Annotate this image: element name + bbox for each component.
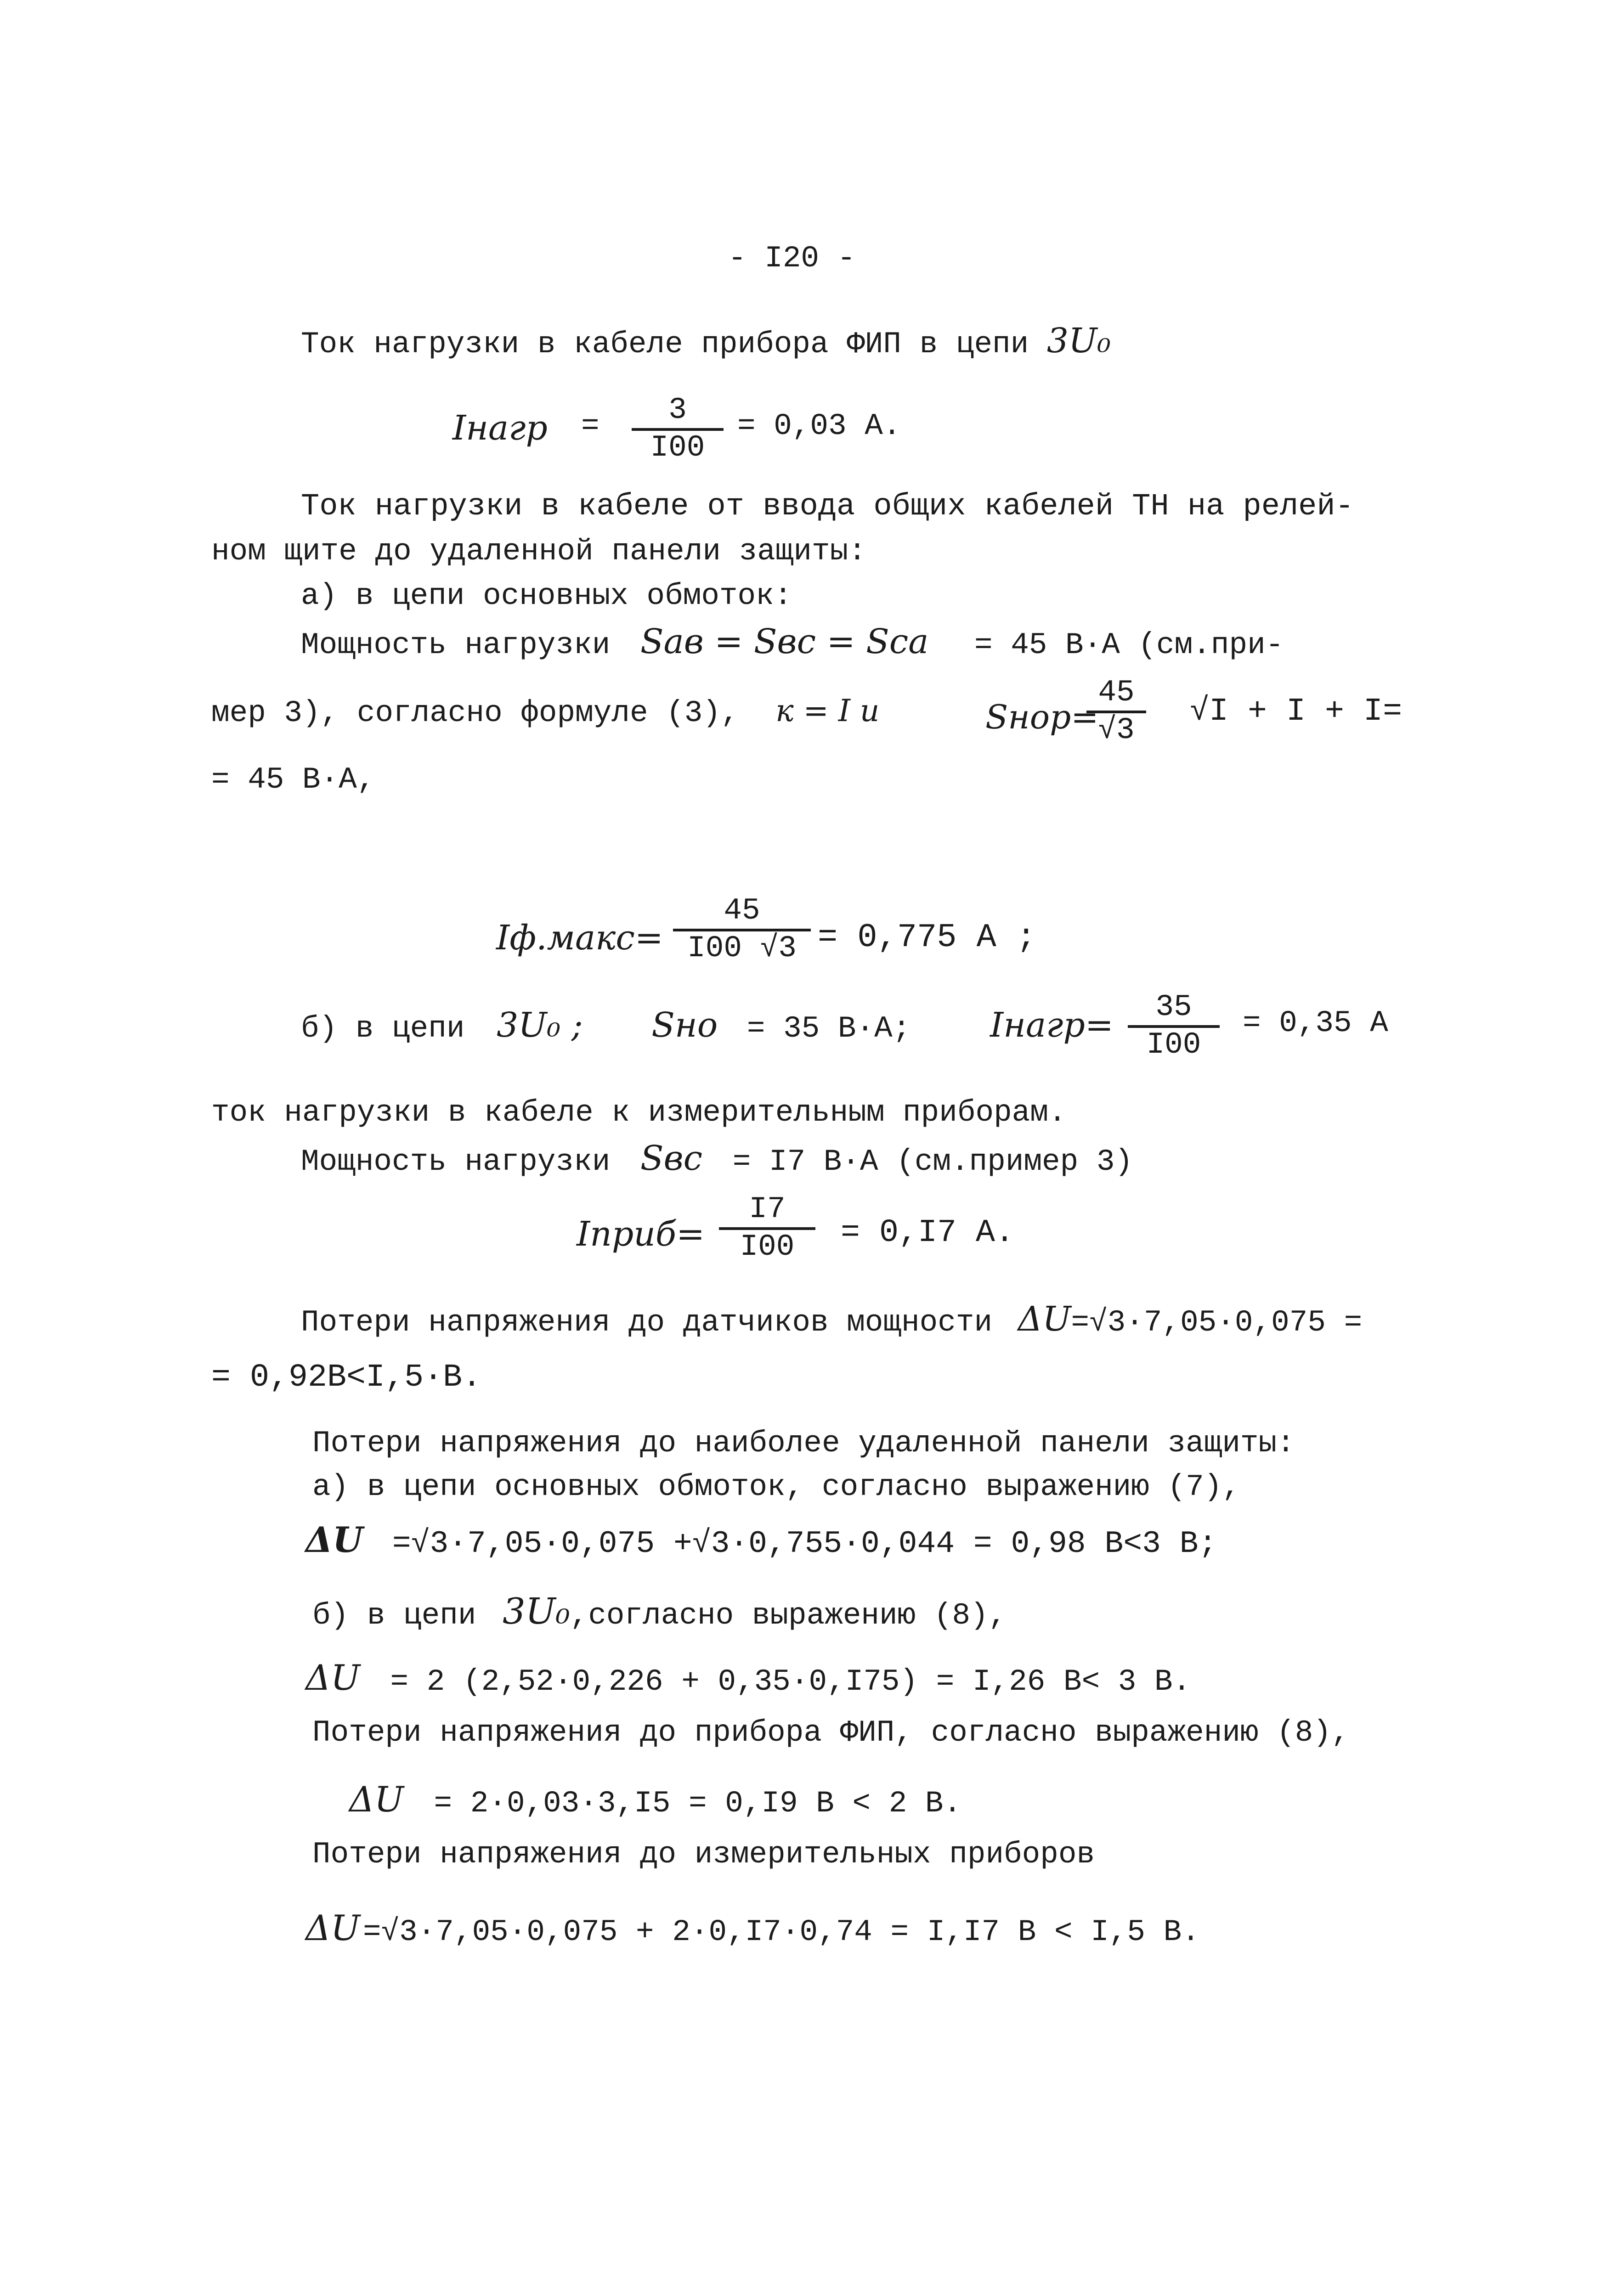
fraction-3-over-100: [632, 395, 724, 463]
power-load-text: Мощность нагрузки: [301, 1145, 611, 1179]
fraction-45-over-100sqrt3: [673, 893, 811, 965]
item-b-expression-8: [312, 1591, 1007, 1633]
voltage-loss-sensors-result: = 0,92В<I,5·В.: [211, 1360, 482, 1396]
formula-reference-line: [211, 693, 880, 730]
power-load-value: = 45 В·А (см.при-: [974, 628, 1284, 662]
voltage-loss-fip: [349, 1779, 962, 1821]
math-3u0: 3U₀: [1046, 321, 1111, 361]
formula-reference-text: мер 3), согласно формуле (3),: [211, 696, 739, 730]
voltage-loss-3u0: [305, 1657, 1191, 1699]
math-s-ab-bc-ca: Saв = Sвс = Sса: [640, 622, 929, 661]
fraction-numerator: 3: [668, 393, 687, 427]
math-k-equals: к = I и: [775, 693, 880, 728]
math-i-nagr-lhs: Iнагр=: [990, 1005, 1114, 1045]
voltage-loss-sensors-line: [301, 1299, 1363, 1340]
math-s-nor: Sнор=: [985, 698, 1099, 736]
item-b-text: б) в цепи: [312, 1598, 476, 1633]
formula-result: = 0,775 А ;: [818, 919, 1036, 956]
formula-i-nagr-lhs: Iнагр: [452, 408, 548, 448]
voltage-loss-instruments: [305, 1907, 1200, 1949]
paragraph-load-current-panel-line2: ном щите до удаленной панели защиты:: [211, 534, 866, 569]
formula-result: = 0,I7 А.: [841, 1215, 1015, 1251]
math-s-no: Sно: [651, 1005, 718, 1045]
item-b-text: б) в цепи: [301, 1011, 465, 1046]
voltage-loss-main-windings: [305, 1519, 1217, 1562]
math-s-bc: Sвс: [640, 1139, 703, 1178]
math-delta-u: ΔU: [305, 1907, 360, 1948]
paragraph-load-current-panel-line1: Ток нагрузки в кабеле от ввода общих кабелей ТН на релей-: [301, 489, 1354, 524]
math-delta-u: ΔU: [349, 1779, 404, 1820]
fraction-17-over-100: [719, 1194, 815, 1262]
fraction-denominator: I00: [740, 1230, 795, 1264]
power-load-instruments-line: [301, 1141, 1133, 1177]
power-load-value: = I7 В·А (см.пример 3): [732, 1145, 1133, 1179]
formula-result: = 0,35 А: [1243, 1006, 1388, 1040]
voltage-loss-panel-heading: Потери напряжения до наиболее удаленной панели защиты:: [312, 1426, 1295, 1461]
power-load-line: [301, 622, 1284, 662]
formula-equals: =: [581, 409, 599, 443]
paragraph-load-current-fip: [301, 321, 1111, 361]
load-current-instruments-text: ток нагрузки в кабеле к измерительным приборам.: [211, 1095, 1067, 1130]
paragraph-text: Ток нагрузки в кабеле прибора ФИП в цепи: [301, 327, 1029, 361]
fraction-numerator: 35: [1155, 990, 1192, 1024]
power-load-text: Мощность нагрузки: [301, 628, 611, 662]
voltage-loss-expression: =√3·7,05·0,075 + 2·0,I7·0,74 = I,I7 В < I,5 В.: [362, 1915, 1200, 1949]
fraction-denominator: I00: [1146, 1027, 1201, 1062]
result-45-va: = 45 В·А,: [211, 762, 375, 797]
fraction-35-over-100: [1128, 992, 1220, 1060]
voltage-loss-expression: = 2·0,03·3,I5 = 0,I9 В < 2 В.: [434, 1786, 962, 1821]
s-no-value: = 35 В·А;: [746, 1011, 911, 1046]
formula-i-phase-max-lhs: Iф.макс=: [496, 918, 663, 958]
item-b-reference: ,согласно выражению (8),: [570, 1598, 1007, 1633]
math-delta-u: ΔU: [1018, 1299, 1071, 1339]
voltage-loss-expression: =√3·7,05·0,075 +√3·0,755·0,044 = 0,98 В<3 В;: [392, 1526, 1217, 1562]
math-3u0: 3U₀: [503, 1591, 570, 1632]
fraction-numerator: I7: [749, 1192, 786, 1226]
math-delta-u: ΔU: [305, 1657, 360, 1698]
math-sqrt-sum: √I + I + I=: [1190, 694, 1402, 730]
voltage-loss-expression: =√3·7,05·0,075 =: [1071, 1305, 1363, 1340]
fraction-denominator: I00: [650, 430, 705, 465]
fraction-denominator: I00 √3: [687, 931, 797, 965]
fraction-denominator: √3: [1098, 713, 1135, 747]
math-delta-u: ΔU: [305, 1519, 363, 1560]
fraction-numerator: 45: [1098, 675, 1135, 710]
item-a-main-windings: а) в цепи основных обмоток:: [301, 579, 792, 613]
fraction-numerator: 45: [724, 893, 760, 928]
math-3u0: 3U₀ ;: [497, 1005, 583, 1045]
item-a-expression-7: а) в цепи основных обмоток, согласно выражению (7),: [312, 1470, 1240, 1504]
fraction-45-over-sqrt3: [1086, 677, 1146, 745]
voltage-loss-text: Потери напряжения до датчиков мощности: [301, 1305, 993, 1340]
page-number: - I20 -: [728, 241, 856, 276]
voltage-loss-expression: = 2 (2,52·0,226 + 0,35·0,I75) = I,26 В< 3 В.: [390, 1664, 1191, 1699]
formula-result: = 0,03 A.: [737, 409, 901, 443]
formula-i-prib-lhs: Iприб=: [577, 1214, 705, 1254]
voltage-loss-fip-heading: Потери напряжения до прибора ФИП, согласно выражению (8),: [312, 1715, 1350, 1750]
item-b-3u0-line: [301, 1005, 911, 1046]
voltage-loss-instruments-heading: Потери напряжения до измерительных приборов: [312, 1837, 1095, 1872]
